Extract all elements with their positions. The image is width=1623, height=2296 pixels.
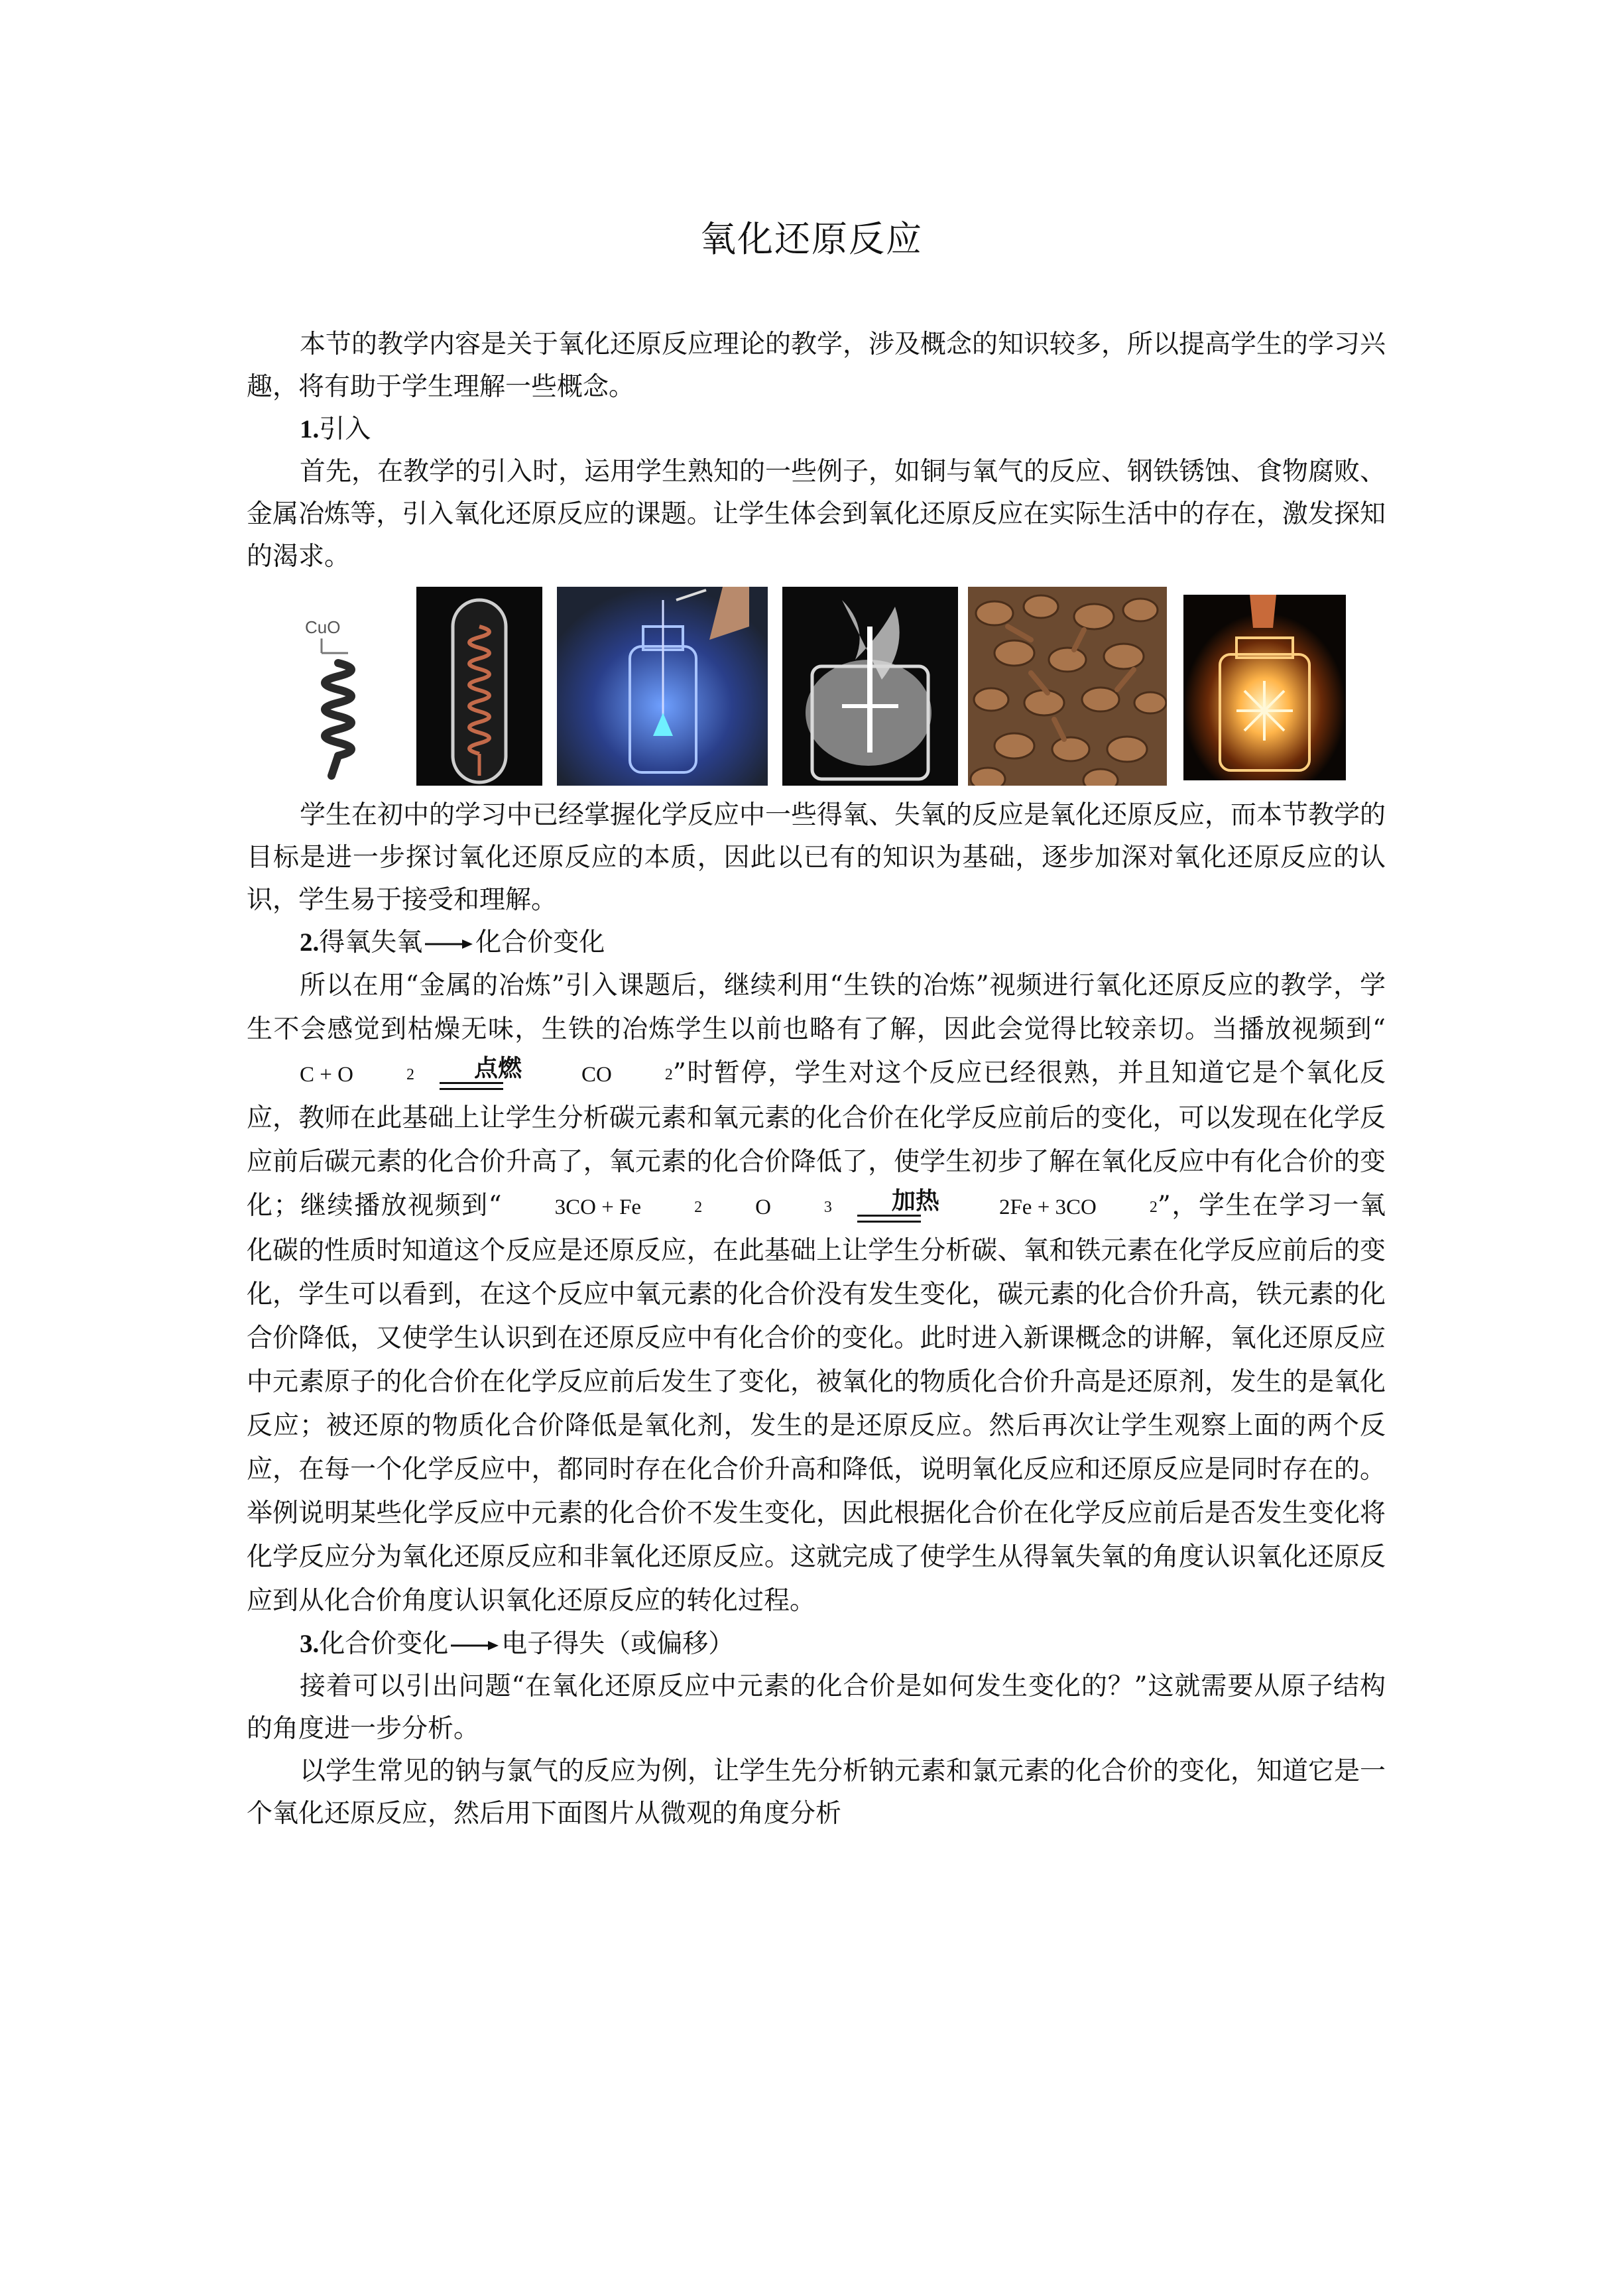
rusty-nails-image — [968, 587, 1167, 786]
arrow-right-icon — [425, 937, 473, 951]
section-3-paragraph-a: 接着可以引出问题“在氧化还原反应中元素的化合价是如何发生变化的？”这就需要从原子结构的角度进一步分析。 — [247, 1671, 1386, 1744]
equation-iron-smelting — [502, 1185, 1158, 1229]
page-title: 氧化还原反应 — [700, 218, 923, 260]
equation-1-right-subscript: 2 — [664, 1066, 673, 1083]
equation-2-right-a: 2Fe + 3CO — [998, 1195, 1097, 1219]
section-3-title-right: 电子得失（或偏移） — [501, 1629, 735, 1659]
equation-2-left-b: O — [755, 1195, 771, 1219]
coil-label: CuO — [305, 617, 341, 637]
sparkling-jar-image — [1183, 595, 1346, 780]
section-2-text-b: ”时暂停，学生对这个反应已经很熟，并且知道它是个氧化反应，教师在此基础上让学生分析碳元素和氧元素的化合价在化学反应前后的变化，可以发现在化学反应前后碳元素的化合价升高了，氧元素的化合价降低了，使学生初步了解在氧化反应中有化合价的变化；继续播放视频到“ — [247, 1058, 1386, 1221]
equation-1-left: C + O — [300, 1063, 353, 1087]
equation-1-right: CO — [581, 1063, 612, 1087]
section-after-images — [247, 794, 1386, 1835]
equation-carbon-combustion — [247, 1053, 673, 1097]
arrow-right-icon — [451, 1639, 499, 1652]
blue-flame-jar-image — [557, 587, 768, 786]
section-3-heading — [247, 1623, 1386, 1665]
intro-paragraph: 本节的教学内容是关于氧化还原反应理论的教学，涉及概念的知识较多，所以提高学生的学习兴趣，将有助于学生理解一些概念。 — [247, 330, 1386, 402]
section-2-paragraph — [247, 964, 1386, 1623]
section-1-paragraph: 首先，在教学的引入时，运用学生熟知的一些例子，如铜与氧气的反应、钢铁锈蚀、食物腐败、金属冶炼等，引入氧化还原反应的课题。让学生体会到氧化还原反应在实际生活中的存在，激发探知的渴求。 — [247, 457, 1386, 572]
equation-2-subscript-1: 2 — [694, 1199, 703, 1216]
section-2-title-left: 得氧失氧 — [319, 928, 423, 957]
equation-2-left-a: 3CO + Fe — [554, 1195, 642, 1219]
equals-sign-icon — [857, 1215, 921, 1223]
section-2-number: 2. — [300, 928, 320, 957]
section-2-title-right: 化合价变化 — [475, 928, 605, 957]
burning-jar-image — [782, 587, 958, 786]
section-1-title: 引入 — [319, 414, 371, 444]
section-3-paragraph-b: 以学生常见的钠与氯气的反应为例，让学生先分析钠元素和氯元素的化合价的变化，知道它是一个氧化还原反应，然后用下面图片从微观的角度分析 — [247, 1756, 1386, 1829]
equals-sign-icon — [440, 1082, 503, 1090]
section-1-number: 1. — [300, 415, 320, 444]
section-1-heading — [247, 408, 1386, 451]
equation-1-condition: 点燃 — [473, 1055, 522, 1082]
coil-in-tube-image — [416, 587, 542, 786]
section-2-heading — [247, 922, 1386, 964]
after-images-paragraph: 学生在初中的学习中已经掌握化学反应中一些得氧、失氧的反应是氧化还原反应，而本节教学的目标是进一步探讨氧化还原反应的本质，因此以已有的知识为基础，逐步加深对氧化还原反应的认识，学生易于接受和理解。 — [247, 800, 1386, 915]
section-2-text-c: ”，学生在学习一氧化碳的性质时知道这个反应是还原反应，在此基础上让学生分析碳、氧和铁元素在化学反应前后的变化，学生可以看到，在这个反应中氧元素的化合价没有发生变化，碳元素的化合价升高，铁元素的化合价降低，又使学生认识到在还原反应中有化合价的变化。此时进入新课概念的讲解，氧化还原反应中元素原子的化合价在化学反应前后发生了变化，被氧化的物质化合价升高是还原剂，发生的是氧化反应；被还原的物质化合价降低是氧化剂，发生的是还原反应。然后再次让学生观察上面的两个反应，在每一个化学反应中，都同时存在化合价升高和降低，说明氧化反应和还原反应是同时存在的。举例说明某些化学反应中元素的化合价不发生变化，因此根据化合价在化学反应前后是否发生变化将化学反应分为氧化还原反应和非氧化还原反应。这就完成了使学生从得氧失氧的角度认识氧化还原反应到从化合价角度认识氧化还原反应的转化过程。 — [247, 1191, 1386, 1616]
section-3-number: 3. — [300, 1630, 320, 1658]
equation-1-left-subscript: 2 — [406, 1066, 414, 1083]
section-3-title-left: 化合价变化 — [319, 1629, 449, 1659]
section-2-text-a: 所以在用“金属的冶炼”引入课题后，继续利用“生铁的冶炼”视频进行氧化还原反应的教学，学生不会感觉到枯燥无味，生铁的冶炼学生以前也略有了解，因此会觉得比较亲切。当播放视频到“ — [247, 971, 1386, 1044]
copper-coil-image — [292, 587, 391, 786]
section-intro — [247, 324, 1386, 578]
equation-2-subscript-2: 3 — [823, 1199, 832, 1216]
equation-2-right-subscript: 2 — [1149, 1199, 1158, 1216]
equation-2-condition: 加热 — [891, 1187, 939, 1215]
